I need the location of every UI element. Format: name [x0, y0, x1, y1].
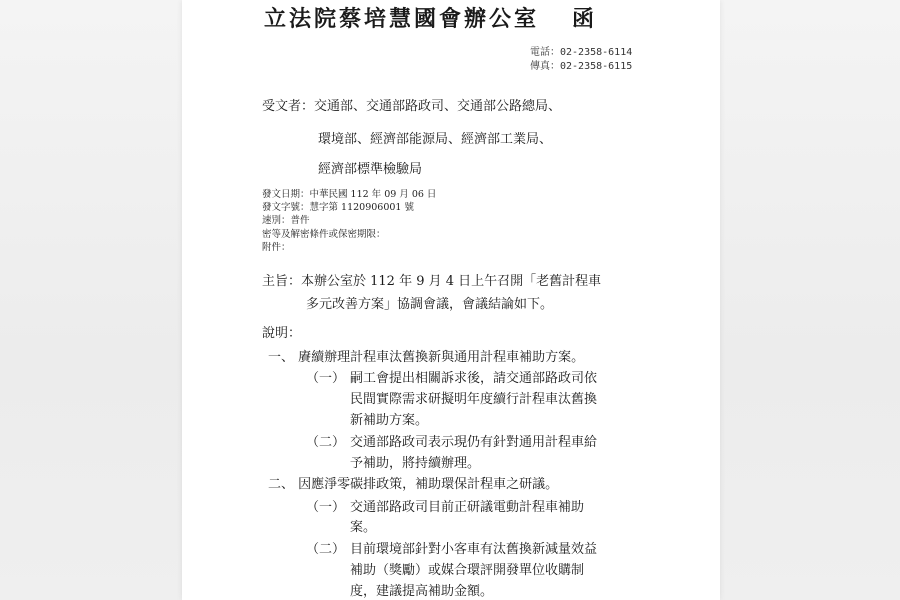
document-page [182, 0, 720, 600]
security-level: 密等及解密條件或保密期限： [262, 229, 386, 240]
subject-line-2: 多元改善方案」協調會議，會議結論如下。 [306, 297, 554, 312]
phone-number: 電話：02-2358-6114 [530, 47, 633, 58]
explanation-heading: 說明： [262, 326, 302, 341]
subitem-label: （一） [306, 371, 346, 386]
recipients-line-1: 受文者：交通部、交通部路政司、交通部公路總局、 [262, 99, 562, 114]
fax-number: 傳真：02-2358-6115 [530, 61, 633, 72]
recipients-line-3: 經濟部標準檢驗局 [318, 162, 423, 177]
subitem-text: 度，建議提高補助金額。 [350, 584, 494, 599]
document-number: 發文字號：慧字第 1120906001 號 [262, 202, 414, 213]
background-right [720, 0, 900, 600]
subitem-text: 予補助，將持續辦理。 [350, 456, 481, 471]
subitem-text: 案。 [350, 520, 377, 535]
subitem-text: 民間實際需求研擬明年度續行計程車汰舊換 [350, 392, 598, 407]
recipients-line-2: 環境部、經濟部能源局、經濟部工業局、 [318, 132, 553, 147]
subitem-text: 目前環境部針對小客車有汰舊換新減量效益 [350, 542, 598, 557]
delivery-speed: 速別：普件 [262, 215, 310, 226]
issue-date: 發文日期：中華民國 112 年 09 月 06 日 [262, 189, 437, 200]
subitem-text: 交通部路政司目前正研議電動計程車補助 [350, 500, 585, 515]
subitem-label: （二） [306, 435, 346, 450]
explanation-item-1-title: 一、 賡續辦理計程車汰舊換新與通用計程車補助方案。 [268, 350, 585, 365]
subitem-label: （一） [306, 500, 346, 515]
subitem-label: （二） [306, 542, 346, 557]
subitem-text: 嗣工會提出相關訴求後，請交通部路政司依 [350, 371, 598, 386]
background-left [0, 0, 182, 600]
subject-line-1: 主旨：本辦公室於 112 年 9 月 4 日上午召開「老舊計程車 [262, 274, 602, 289]
subitem-text: 交通部路政司表示現仍有針對通用計程車給 [350, 435, 598, 450]
explanation-item-2-title: 二、 因應淨零碳排政策，補助環保計程車之研議。 [268, 477, 559, 492]
letterhead-title: 立法院蔡培慧國會辦公室 [264, 6, 540, 32]
attachments: 附件： [262, 242, 291, 253]
subitem-text: 補助（獎勵）或媒合環評開發單位收購制 [350, 563, 585, 578]
subitem-text: 新補助方案。 [350, 413, 429, 428]
letter-type: 函 [572, 6, 595, 32]
